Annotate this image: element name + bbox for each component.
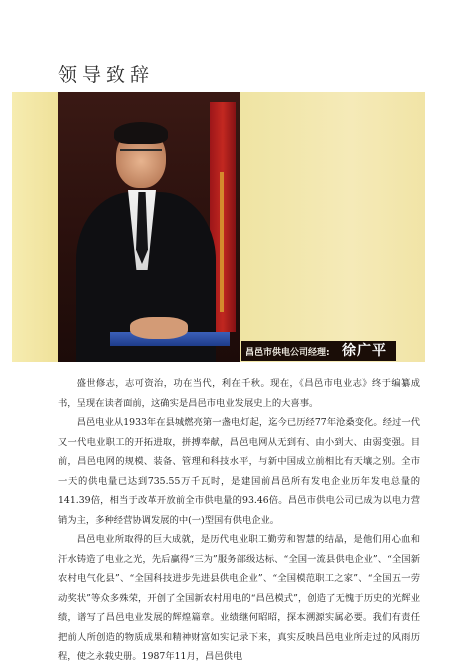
- glasses: [120, 149, 162, 159]
- caption-name: 徐广平: [342, 343, 387, 359]
- page-title: 领导致辞: [58, 64, 155, 86]
- flag-trim: [220, 172, 224, 312]
- caption-label: 昌邑市供电公司经理:: [245, 348, 330, 358]
- body-text: [58, 374, 420, 667]
- paragraph-1: 盛世修志，志可资治，功在当代，利在千秋。现在，《昌邑市电业志》终于编纂成书，呈现在读者面前，这确实是昌邑市电业发展史上的大喜事。: [58, 378, 420, 409]
- banner-stripe-right: [240, 92, 425, 362]
- paragraph-2: 昌邑电业从1933年在县城燃亮第一盏电灯起，迄今已历经77年沧桑变化。经过一代又一代电业职工的开拓进取，拼搏奉献，昌邑电网从无到有、由小到大、由弱变强。目前，昌邑电网的规模、装备、管理和科技水平，与新中国成立前相比有天壤之别。全市一天的供电量已达到735.55万千瓦时，是建国前昌邑所有发电企业历年发电总量的141.39倍，相当于改革开放前全市供电量的93.46倍。昌邑市供电公司已成为以电力营销为主，多种经营协调发展的中(一)型国有供电企业。: [58, 417, 420, 526]
- banner-stripe-left: [12, 92, 58, 362]
- paragraph-3: 昌邑电业所取得的巨大成就，是历代电业职工勤劳和智慧的结晶，是他们用心血和汗水铸造了电业之光，先后赢得“三为”服务部级达标、“全国一流县供电企业”、“全国新农村电气化县”、“全国科技进步先进县供电企业”、“全国模范职工之家”、“全国五一劳动奖状”等众多殊荣，开创了全国新农村用电的“昌邑模式”，创造了无愧于历史的光辉业绩，谱写了昌邑电业发展的辉煌篇章。业绩继何昭昭，探本溯源实属必要。我们有责任把前人所创造的物质成果和精神财富如实记录下来，真实反映昌邑电业所走过的风雨历程，使之永载史册。1987年11月，昌邑供电: [58, 534, 420, 662]
- hand: [130, 317, 188, 339]
- portrait-photo: [58, 92, 240, 362]
- hair: [114, 122, 168, 144]
